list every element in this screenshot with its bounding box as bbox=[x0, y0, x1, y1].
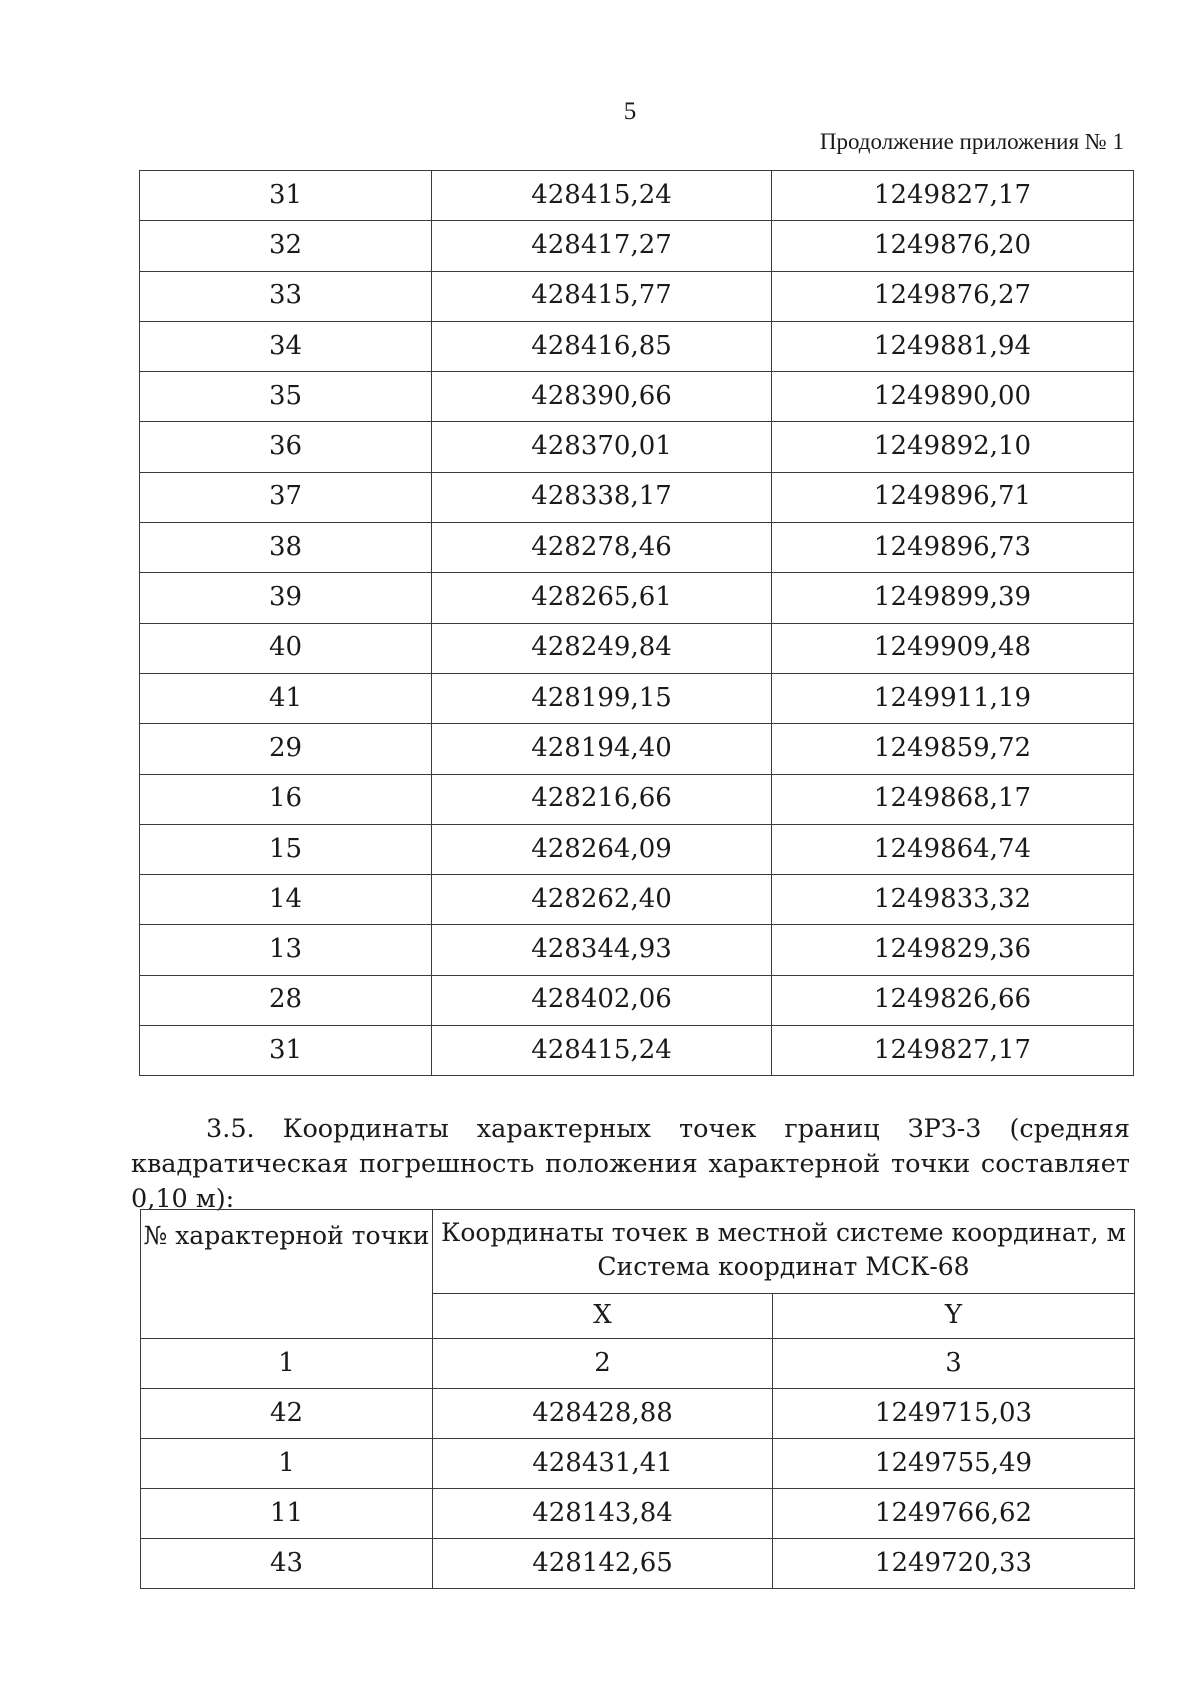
y-coordinate-cell: 1249909,48 bbox=[772, 623, 1134, 673]
y-coordinate-cell: 1249911,19 bbox=[772, 673, 1134, 723]
header-point-number: № характерной точки bbox=[141, 1210, 433, 1339]
appendix-note: Продолжение приложения № 1 bbox=[819, 129, 1124, 154]
table-row bbox=[141, 1489, 1135, 1539]
point-number-cell: 1 bbox=[141, 1439, 433, 1489]
y-coordinate-cell: 1249868,17 bbox=[772, 774, 1134, 824]
table-row bbox=[140, 221, 1134, 271]
section-text: Координаты характерных точек границ ЗРЗ-3 (средняя квадратическая погрешность положения характерной точки составляет 0,10 м): bbox=[131, 1114, 1131, 1214]
y-coordinate-cell: 1249899,39 bbox=[772, 573, 1134, 623]
table-row bbox=[140, 523, 1134, 573]
point-number-cell: 13 bbox=[140, 925, 432, 975]
section-number: 3.5. bbox=[206, 1114, 255, 1144]
point-number-cell: 36 bbox=[140, 422, 432, 472]
x-coordinate-cell: 428265,61 bbox=[432, 573, 772, 623]
x-coordinate-cell: 428278,46 bbox=[432, 523, 772, 573]
point-number-cell: 14 bbox=[140, 875, 432, 925]
x-coordinate-cell: 428262,40 bbox=[432, 875, 772, 925]
point-number-cell: 43 bbox=[141, 1539, 433, 1589]
y-coordinate-cell: 1249829,36 bbox=[772, 925, 1134, 975]
table-row bbox=[140, 875, 1134, 925]
x-coordinate-cell: 428417,27 bbox=[432, 221, 772, 271]
x-coordinate-cell: 428142,65 bbox=[433, 1539, 773, 1589]
y-coordinate-cell: 1249720,33 bbox=[773, 1539, 1135, 1589]
section-paragraph bbox=[131, 1112, 1130, 1217]
coordinates-table-body bbox=[140, 171, 1134, 1076]
y-coordinate-cell: 1249715,03 bbox=[773, 1389, 1135, 1439]
point-number-cell: 38 bbox=[140, 523, 432, 573]
point-number-cell: 31 bbox=[140, 171, 432, 221]
y-coordinate-cell: 1249890,00 bbox=[772, 372, 1134, 422]
y-coordinate-cell: 1249755,49 bbox=[773, 1439, 1135, 1489]
numbering-cell: 3 bbox=[773, 1339, 1135, 1389]
point-number-cell: 37 bbox=[140, 472, 432, 522]
point-number-cell: 28 bbox=[140, 975, 432, 1025]
x-coordinate-cell: 428199,15 bbox=[432, 673, 772, 723]
header-x: X bbox=[433, 1294, 773, 1339]
point-number-cell: 29 bbox=[140, 724, 432, 774]
x-coordinate-cell: 428344,93 bbox=[432, 925, 772, 975]
x-coordinate-cell: 428416,85 bbox=[432, 321, 772, 371]
x-coordinate-cell: 428194,40 bbox=[432, 724, 772, 774]
table-row bbox=[140, 171, 1134, 221]
table-row bbox=[140, 774, 1134, 824]
y-coordinate-cell: 1249881,94 bbox=[772, 321, 1134, 371]
point-number-cell: 40 bbox=[140, 623, 432, 673]
point-number-cell: 11 bbox=[141, 1489, 433, 1539]
y-coordinate-cell: 1249896,73 bbox=[772, 523, 1134, 573]
point-number-cell: 16 bbox=[140, 774, 432, 824]
y-coordinate-cell: 1249827,17 bbox=[772, 171, 1134, 221]
y-coordinate-cell: 1249876,27 bbox=[772, 271, 1134, 321]
table-row bbox=[140, 573, 1134, 623]
table-row bbox=[140, 975, 1134, 1025]
x-coordinate-cell: 428415,24 bbox=[432, 1026, 772, 1076]
table-row bbox=[140, 925, 1134, 975]
table-row bbox=[140, 372, 1134, 422]
point-number-cell: 35 bbox=[140, 372, 432, 422]
header-y: Y bbox=[773, 1294, 1135, 1339]
header-coordinates-line1: Координаты точек в местной системе координат, м bbox=[441, 1218, 1126, 1247]
table-row bbox=[140, 1026, 1134, 1076]
table-row bbox=[141, 1539, 1135, 1589]
header-coordinates-line2: Система координат МСК-68 bbox=[597, 1252, 970, 1281]
point-number-cell: 41 bbox=[140, 673, 432, 723]
x-coordinate-cell: 428216,66 bbox=[432, 774, 772, 824]
y-coordinate-cell: 1249876,20 bbox=[772, 221, 1134, 271]
table-row bbox=[140, 623, 1134, 673]
point-number-cell: 34 bbox=[140, 321, 432, 371]
x-coordinate-cell: 428249,84 bbox=[432, 623, 772, 673]
coordinates-table-continued bbox=[139, 170, 1134, 1076]
x-coordinate-cell: 428428,88 bbox=[433, 1389, 773, 1439]
x-coordinate-cell: 428143,84 bbox=[433, 1489, 773, 1539]
zrz3-table-body bbox=[141, 1389, 1135, 1589]
table-row bbox=[141, 1439, 1135, 1489]
numbering-cell: 1 bbox=[141, 1339, 433, 1389]
x-coordinate-cell: 428415,77 bbox=[432, 271, 772, 321]
page-number: 5 bbox=[623, 98, 637, 125]
x-coordinate-cell: 428390,66 bbox=[432, 372, 772, 422]
table-row bbox=[140, 673, 1134, 723]
x-coordinate-cell: 428338,17 bbox=[432, 472, 772, 522]
table-row bbox=[140, 271, 1134, 321]
point-number-cell: 33 bbox=[140, 271, 432, 321]
zrz3-coordinates-table bbox=[140, 1209, 1135, 1589]
x-coordinate-cell: 428264,09 bbox=[432, 824, 772, 874]
x-coordinate-cell: 428431,41 bbox=[433, 1439, 773, 1489]
y-coordinate-cell: 1249827,17 bbox=[772, 1026, 1134, 1076]
x-coordinate-cell: 428370,01 bbox=[432, 422, 772, 472]
y-coordinate-cell: 1249826,66 bbox=[772, 975, 1134, 1025]
y-coordinate-cell: 1249766,62 bbox=[773, 1489, 1135, 1539]
table-row bbox=[140, 321, 1134, 371]
header-coordinates bbox=[433, 1210, 1135, 1294]
table-header-row bbox=[141, 1210, 1135, 1294]
point-number-cell: 42 bbox=[141, 1389, 433, 1439]
table-row bbox=[140, 724, 1134, 774]
table-row bbox=[140, 422, 1134, 472]
table-row bbox=[141, 1389, 1135, 1439]
point-number-cell: 15 bbox=[140, 824, 432, 874]
numbering-row bbox=[141, 1339, 1135, 1389]
y-coordinate-cell: 1249896,71 bbox=[772, 472, 1134, 522]
point-number-cell: 31 bbox=[140, 1026, 432, 1076]
y-coordinate-cell: 1249833,32 bbox=[772, 875, 1134, 925]
y-coordinate-cell: 1249892,10 bbox=[772, 422, 1134, 472]
table-row bbox=[140, 472, 1134, 522]
x-coordinate-cell: 428415,24 bbox=[432, 171, 772, 221]
y-coordinate-cell: 1249859,72 bbox=[772, 724, 1134, 774]
point-number-cell: 32 bbox=[140, 221, 432, 271]
numbering-cell: 2 bbox=[433, 1339, 773, 1389]
y-coordinate-cell: 1249864,74 bbox=[772, 824, 1134, 874]
point-number-cell: 39 bbox=[140, 573, 432, 623]
x-coordinate-cell: 428402,06 bbox=[432, 975, 772, 1025]
table-row bbox=[140, 824, 1134, 874]
